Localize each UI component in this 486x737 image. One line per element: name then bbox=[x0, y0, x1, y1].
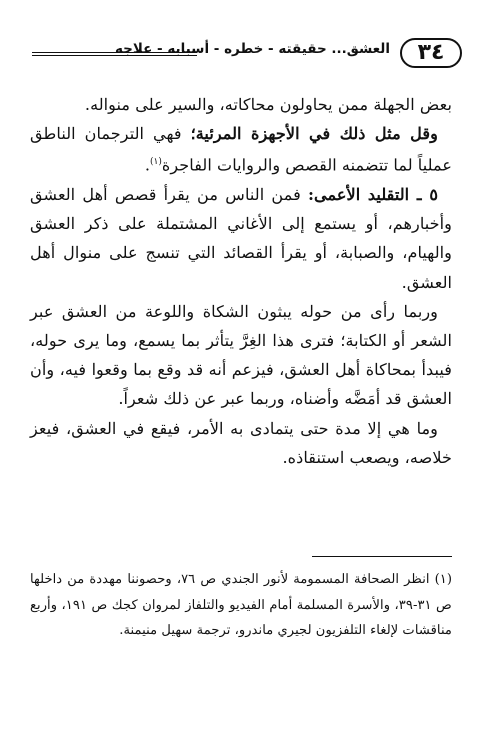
paragraph-2-end: . bbox=[144, 155, 150, 175]
paragraph-2-text: فهي الترجمان الناطق عملياً لما تتضمنه القصص والروايات الفاجرة bbox=[30, 124, 452, 175]
paragraph-3-heading: ٥ ـ التقليد الأعمى: bbox=[308, 185, 439, 204]
footnote-1: (١) انظر الصحافة المسمومة لأنور الجندي ص ٧٦، وحصوننا مهددة من داخلها ص ٣١-٣٩، والأسرة المسلمة أمام الفيديو والتلفاز لمروان كجك ص ١٩١، وأربع مناقشات لإلغاء التلفزيون لجيري ماندرو، ترجمة سهيل منيمنة. bbox=[30, 572, 452, 638]
paragraph-3-text: فمن الناس من يقرأ قصص أهل العشق وأخبارهم، أو يستمع إلى الأغاني المشتملة على ذكر العشق والهيام، والصبابة، أو يقرأ القصائد التي تنسج على منوال أهل العشق. bbox=[30, 185, 452, 292]
page-header bbox=[32, 38, 462, 72]
paragraph-1: بعض الجهلة ممن يحاولون محاكاته، والسير على منواله. bbox=[84, 95, 452, 114]
paragraph-4: وربما رأى من حوله يبثون الشكاة واللوعة من العشق عبر الشعر أو الكتابة؛ فترى هذا الغِرَّ يتأثر بما يسمع، وما يرى حوله، فيبدأ بمحاكاة أهل العشق، فيزعم أنه قد وقع بما وقعوا فيه، وأن العشق قد أمَضَّه وأضناه، وربما عبر عن ذلك شعراً. bbox=[30, 301, 452, 409]
page-number-badge: ٣٤ bbox=[400, 38, 462, 68]
paragraph-2-heading: وقل مثل ذلك في الأجهزة المرئية؛ bbox=[190, 124, 438, 144]
footnote-reference: (١) bbox=[150, 157, 162, 168]
header-rule bbox=[32, 52, 197, 56]
main-text bbox=[30, 90, 452, 472]
running-title: العشق... حقيقته - خطره - أسبابه - علاجه bbox=[114, 41, 390, 57]
footnote-separator bbox=[312, 556, 452, 557]
paragraph-5: وما هي إلا مدة حتى يتمادى به الأمر، فيقع في العشق، فيعز خلاصه، ويصعب استنقاذه. bbox=[30, 418, 452, 467]
paragraph-3 bbox=[30, 180, 452, 297]
footnotes bbox=[30, 567, 452, 644]
paragraph-2 bbox=[30, 119, 452, 180]
